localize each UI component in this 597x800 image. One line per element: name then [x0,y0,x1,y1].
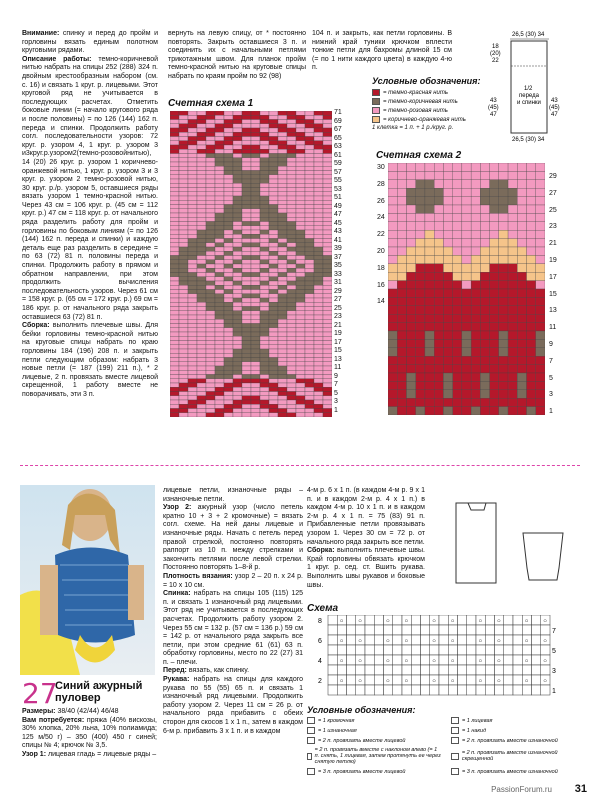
svg-text:○: ○ [450,658,455,665]
legend-2-item [451,747,587,765]
schema-1-l1: 18 [492,44,499,50]
chart-2-row-label: 23 [549,223,557,231]
section-divider [20,465,580,466]
symbol-box [451,727,459,734]
schema-1-r2: (45) [549,105,560,111]
color-swatch [372,116,380,123]
chart-2-row-label: 26 [377,197,385,205]
chart-2-right-numbers [549,169,557,421]
chart-2-row-label: 17 [549,273,557,281]
svg-text:1: 1 [552,688,556,695]
legend-2-item [307,727,443,734]
col1-para: Описание работы: темно-коричневой нитью набрать на спицы 252 (288) 324 п. двойным крестообразным набором (см. с. 16) и связать 1 круг. р. лицевыми. Этот круговой ряд не учитывается в последующих расчетах. Отметить боковые линии (= начало кругового ряда и после половины) = по 126 (144) 162 п. переда и спинки. Продолжить работу согл. последовательности узоров: 72 круг. р. узором 4, 1 круг. р. узором 3 и3круг.р.узором2(темно-розовойнитью), 14 (20) 26 круг. р. узором 1 коричнево-оранжевой нитью, 1 круг. р. узором 3 и 3 круг. р. узором 2 темно-розовой нитью, 30 круг. р./р. узором 5, оставшиеся ряды вязать узором 1 темно-красной нитью. Через 43 см = 106 круг. р. (45 см = 112 круг. р.) 47 см = 118 круг. р. от начального ряда разделить работу для пройм и горловины по боковым линиям (= по 126 (144) 162 п. переда и спинки) и каждую деталь еще раз разделить в середине = по 63 (72) 81 п. половины переда и спинки. Продолжить работу в прямом и обратном направлении, при этом продолжить вычисления последовательность узоров. Через 61 см = 158 круг. р. (65 см = 172 круг. р.) 69 см = 186 круг. р. от начального ряда закрыть оставшиеся 63 (72) 81 п. [22,55,158,321]
chart-2-row-label: 20 [377,247,385,255]
chart-1-row-label: 5 [334,389,338,397]
chart-2-row-label: 21 [549,240,557,248]
svg-text:○: ○ [339,618,344,625]
svg-text:○: ○ [358,618,362,625]
svg-text:○: ○ [543,638,547,645]
chart-2-row-label: 5 [549,374,553,382]
chart-2-row-label: 14 [377,298,385,306]
svg-text:4: 4 [318,658,322,665]
pattern-title-line2: пуловер [55,692,101,704]
chart-2-row-label: 9 [549,340,553,348]
legend-2-label: = 1 лицевая [462,717,493,724]
chart-1-row-numbers [334,109,342,415]
legend-2-item [307,717,443,724]
svg-text:○: ○ [543,658,547,665]
svg-text:○: ○ [497,678,501,685]
chart-1-title: Счетная схема 1 [168,98,254,109]
legend-2-item [451,737,587,744]
s27c3-para: Сборка: выполнить плечевые швы. Край горловины обвязать крючком 1 круг. р. сед. ст. Вшить рукава. Выполнить швы рукавов и боковые швы. [307,547,425,589]
chart-1-row-label: 49 [334,202,342,210]
chart-1-row-label: 67 [334,126,342,133]
legend-2-label: = 1 кромочная [318,717,355,724]
chart-2-title: Счетная схема 2 [376,150,462,161]
s27c2-para: Рукава: набрать на спицы для каждого рукава по 55 (55) 65 п. и связать 1 изнаночный ряд лицевыми. Продолжить работу узором 2. Через 11 см = 26 р. от начального ряда прибавить с обеих сторон для скосов 1 х 1 п., затем в каждом 6-м р. прибавить 3 х 1 п. и в каждом [163,676,303,735]
svg-text:5: 5 [552,648,556,655]
chart-1-row-label: 51 [334,194,342,201]
svg-text:3: 3 [552,668,556,675]
legend-2-label: = 1 накид [462,727,487,734]
svg-text:○: ○ [497,618,501,625]
svg-text:2: 2 [318,678,322,685]
chart-2-row-label: 28 [377,180,385,188]
chart-1-row-label: 45 [334,219,342,227]
s27c2-para: Спинка: набрать на спицы 105 (115) 125 п. и связать 1 изнаночный ряд лицевыми. Этот ряд не учитывается в последующих расчетах. Продолжить работу узором 2. Через 55 см = 132 р. (57 см = 136 р.) 59 см = 142 р. от начального ряда закрыть все петли, при этом средние 61 (61) 63 п. обработку горловины, место по 22 (27) 31 п. – плечи. [163,590,303,666]
symbol-box [307,768,315,775]
chart-1-row-label: 21 [334,321,342,329]
svg-text:○: ○ [543,618,547,625]
legend-2-label: = 2 п. провязать вместе изнаночной скрещенной [461,750,558,762]
chart-1-row-label: 25 [334,304,342,312]
chart-2-row-label: 7 [549,357,553,365]
chart-1-row-label: 41 [334,236,342,244]
color-swatch [372,107,380,114]
legend-2-item [451,768,587,775]
col3-text: 104 п. и закрыть, как петли горловины. В нижний край туники крючком вплести тонкие петли для бахромы длиной 15 см (= по 1 нити каждого цвета) в каждую 4-ю п. [312,30,452,72]
svg-text:6: 6 [318,638,322,645]
chart-1-row-label: 53 [334,185,342,193]
schema-1 [477,28,582,143]
legend-2 [307,705,587,777]
svg-text:○: ○ [524,638,529,645]
schema-2-sleeve [513,478,593,603]
chart-1-row-label: 33 [334,270,342,278]
symbol-box [307,753,312,760]
svg-text:○: ○ [432,658,436,665]
col2-text: вернуть на левую спицу, от * постоянно повторять. Закрыть оставшиеся 3 п. и соединить их с начальными петлями трикотажным швом. Для планок пройм темно-красной нитью на круговые спицы набрать по краям пройм по 92 (98) [168,30,306,80]
svg-text:○: ○ [524,678,529,685]
chart-1-row-label: 17 [334,338,342,346]
symbol-box [451,717,459,724]
pattern-title [55,680,142,704]
svg-text:○: ○ [404,618,409,625]
symbol-box [451,753,459,760]
pattern-27-col3 [307,487,425,590]
chart-2-row-label: 13 [549,307,557,315]
s27c2-para: Плотность вязания: узор 2 – 20 п. х 24 р. = 10 х 10 см. [163,572,303,589]
chart-1-row-label: 55 [334,177,342,184]
chart-1-row-label: 27 [334,296,342,303]
chart-1-row-label: 31 [334,279,342,286]
svg-text:○: ○ [432,678,436,685]
svg-text:○: ○ [386,638,390,645]
svg-text:○: ○ [524,658,529,665]
chart-2-row-label: 18 [377,264,385,272]
pattern-27-col2 [163,487,303,736]
chart-1-row-label: 15 [334,347,342,354]
svg-text:○: ○ [339,678,344,685]
legend-1-title: Условные обозначения: [372,76,481,86]
svg-text:○: ○ [404,678,409,685]
stitch-schema-title: Схема [307,603,339,614]
color-swatch [372,98,380,105]
chart-1-row-label: 9 [334,372,338,380]
legend-2-label: = 2 п. провязать вместе лицевой [318,737,406,744]
legend-2-label: = 3 п. провязать вместе изнаночной [462,768,558,775]
svg-text:○: ○ [358,678,362,685]
legend-2-title: Условные обозначения: [307,705,416,715]
pattern-number: 27 [22,677,58,710]
chart-1-row-label: 71 [334,109,342,116]
chart-1-row-label: 1 [334,406,338,414]
svg-text:○: ○ [497,658,501,665]
color-swatch [372,89,380,96]
svg-text:○: ○ [450,638,455,645]
chart-2-row-label: 19 [549,256,557,264]
svg-text:○: ○ [478,678,483,685]
chart-2-grid [388,163,545,415]
chart-1-row-label: 19 [334,330,342,337]
legend-2-item [451,727,587,734]
chart-1-row-label: 65 [334,134,342,142]
page-number: 31 [574,783,587,795]
chart-1-row-label: 3 [334,398,338,405]
chart-2-row-label: 27 [549,189,557,197]
legend-1-note: 1 клетка = 1 п. + 1 р./круг. р. [372,125,454,131]
svg-text:○: ○ [450,618,455,625]
svg-text:○: ○ [543,678,547,685]
legend-2-label: = 3 п. провязать вместе лицевой [318,768,406,775]
legend-2-label: = 1 изнаночная [318,727,357,734]
chart-2-row-label: 11 [549,324,557,332]
chart-2-row-label: 30 [377,164,385,171]
s27c1-para: Узор 1: лицевая гладь = лицевые ряды – [22,750,157,758]
symbol-box [307,717,315,724]
legend-2-label: = 2 п. провязать вместе изнаночной [462,737,558,744]
svg-text:7: 7 [552,628,556,635]
symbol-box [451,768,459,775]
schema-1-bottom: 26,5 (30) 34 [512,137,545,143]
chart-2-row-label: 16 [377,281,385,289]
chart-1-row-label: 47 [334,211,342,218]
schema-1-r1: 43 [551,98,558,104]
symbol-box [307,737,315,744]
legend-1 [372,76,482,131]
legend-2-label: = 2 п. провязать вместе с наклоном влево (= 1 п. снять, 1 лицевая, затем протянуть ее через снятую петлю) [314,747,441,765]
svg-text:○: ○ [358,638,362,645]
symbol-box [451,737,459,744]
s27c1-para: Размеры: 38/40 (42/44) 46/48 [22,708,119,715]
legend-2-item [307,768,443,775]
pattern-27-col1 [22,708,157,760]
model-photo [20,485,155,675]
s27c3-para: 4-м р. 6 х 1 п. (в каждом 4-м р. 9 х 1 п. и в каждом 2-м р. 4 х 1 п.) в каждом 4-м р. 10 х 1 п. и в каждом 2-м р. 4 х 1 п. = 75 (83) 91 п. Прибавленные петли провязывать узором 1. Через 30 см = 72 р. от начального ряда закрыть все петли. [307,487,425,546]
legend-1-item [372,107,482,114]
svg-text:○: ○ [450,678,455,685]
chart-2-row-label: 22 [377,231,385,239]
chart-1-row-label: 7 [334,381,338,388]
col1-para: Сборка: выполнить плечевые швы. Для бейки горловины темно-красной нитью на круговые спицы набрать по краю горловины 184 (196) 208 п. и закрыть петли следующим образом: набрать 3 новые петли (= 187 (199) 211 п.), * 2 лицевые, 2 п. провязать вместе лицевой скрещенной, 1 работу вместе не поворачивать, эти 3 п. [22,322,158,398]
chart-1-row-label: 23 [334,313,342,320]
col1-text [22,30,158,400]
chart-1-row-label: 11 [334,364,342,371]
svg-text:○: ○ [404,658,409,665]
chart-1-row-label: 13 [334,355,342,363]
svg-text:○: ○ [386,658,390,665]
chart-2-left-numbers [377,160,385,311]
chart-1-row-label: 29 [334,287,342,295]
schema-1-l2: (20) [490,51,501,57]
legend-2-item [307,737,443,744]
svg-text:○: ○ [478,638,483,645]
legend-2-item [451,717,587,724]
chart-1-row-label: 63 [334,143,342,150]
schema-1-label2: переда [519,93,539,99]
svg-text:○: ○ [339,658,344,665]
legend-1-label: = темно-розовая нить [383,107,448,114]
schema-1-top: 26,5 (30) 34 [512,32,545,38]
legend-1-item [372,89,482,96]
schema-1-r3: 47 [551,112,558,118]
col1-para: Внимание: спинку и перед до пройм и горловины вязать единым полотном круговыми рядами. [22,30,158,55]
chart-2-row-label: 24 [377,214,385,222]
s27c2-para: Узор 2: ажурный узор (число петель кратно 10 + 3 + 2 кромочные) = вязать согл. схеме. На ней даны лицевые и изнаночные ряды. Начать с петель перед правой стрелкой, постоянно повторять раппорт из 10 п. между стрелками и закончить петлями после левой стрелки. Постоянно повторять 1–8-й р. [163,504,303,572]
chart-1-row-label: 59 [334,160,342,167]
svg-text:○: ○ [524,618,529,625]
symbol-box [307,727,315,734]
chart-1-row-label: 39 [334,245,342,252]
chart-2-row-label: 1 [549,408,553,416]
schema-1-l4: 43 [490,98,497,104]
schema-1-l6: 47 [490,112,497,118]
schema-1-label3: и спинки [517,100,541,106]
chart-2-row-label: 15 [549,290,557,298]
chart-2-row-label: 25 [549,206,557,214]
svg-text:○: ○ [386,678,390,685]
chart-1-row-label: 61 [334,151,342,159]
pattern-title-line1: Синий ажурный [55,680,143,692]
svg-text:8: 8 [318,618,322,625]
s27c1-para: Вам потребуется: пряжа (40% вискозы, 30% хлопка, 20% льна, 10% полиамида; 125 м/50 г) – 350 (400) 450 г синей; спицы № 4; крючок № 3,5. [22,716,157,750]
schema-1-l5: (45) [488,105,499,111]
svg-text:○: ○ [497,638,501,645]
legend-1-label: = коричнево-оранжевая нить [383,116,466,123]
legend-2-item [307,747,443,765]
legend-1-label: = темно-красная нить [383,89,448,96]
s27c2-para: Перед: вязать, как спинку. [163,667,250,675]
schema-1-l3: 22 [492,58,499,64]
chart-1-grid [170,111,332,417]
site-watermark: PassionForum.ru [491,785,552,794]
svg-text:○: ○ [386,618,390,625]
schema-2-body [426,478,526,600]
legend-1-label: = темно-коричневая нить [383,98,458,105]
legend-1-item [372,116,482,123]
svg-text:○: ○ [432,638,436,645]
chart-2-row-label: 3 [549,391,553,399]
svg-text:○: ○ [478,658,483,665]
chart-1-row-label: 43 [334,228,342,235]
svg-text:○: ○ [432,618,436,625]
legend-1-item [372,98,482,105]
stitch-schema-grid [318,615,558,699]
svg-text:○: ○ [404,638,409,645]
svg-text:○: ○ [339,638,344,645]
svg-text:○: ○ [358,658,362,665]
schema-1-label1: 1/2 [524,86,533,92]
chart-1-row-label: 35 [334,262,342,269]
chart-1-row-label: 57 [334,168,342,176]
s27c2-para: лицевые петли, изнаночные ряды – изнаночные петли. [163,487,303,503]
chart-1-row-label: 69 [334,117,342,125]
svg-text:○: ○ [478,618,483,625]
chart-1-row-label: 37 [334,253,342,261]
chart-2-row-label: 29 [549,173,557,180]
